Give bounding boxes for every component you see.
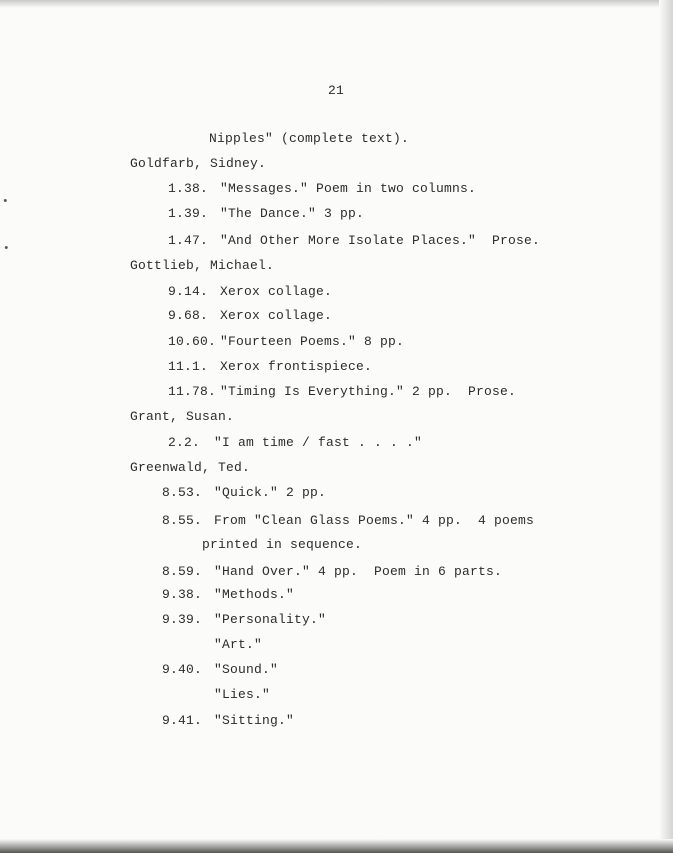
bibliography-entry: 11.78. "Timing Is Everything." 2 pp. Prose.	[168, 384, 517, 399]
bibliography-entry: 2.2. "I am time / fast . . . ."	[168, 435, 423, 450]
scan-top-shadow	[0, 0, 673, 8]
bibliography-entry: 8.59. "Hand Over." 4 pp. Poem in 6 parts.	[162, 564, 503, 579]
bibliography-entry: 9.38. "Methods."	[162, 587, 295, 602]
bibliography-entry: 1.38. "Messages." Poem in two columns.	[168, 181, 477, 196]
scan-speck: •	[3, 243, 10, 255]
bibliography-entry: 9.68. Xerox collage.	[168, 308, 333, 323]
entry-subitem: "Art."	[214, 637, 263, 652]
bibliography-entry: 1.39. "The Dance." 3 pp.	[168, 206, 365, 221]
bibliography-entry: 8.55. From "Clean Glass Poems." 4 pp. 4 poems	[162, 513, 535, 528]
bibliography-entry: 10.60. "Fourteen Poems." 8 pp.	[168, 334, 405, 349]
bibliography-entry: 1.47. "And Other More Isolate Places." Prose.	[168, 233, 541, 248]
scan-bottom-edge	[0, 839, 673, 853]
entry-continuation: Nipples" (complete text).	[209, 131, 410, 146]
author-heading: Goldfarb, Sidney.	[130, 156, 267, 171]
bibliography-entry: 9.14. Xerox collage.	[168, 284, 333, 299]
bibliography-entry: 9.40. "Sound."	[162, 662, 279, 677]
author-heading: Greenwald, Ted.	[130, 460, 251, 475]
bibliography-entry: 8.53. "Quick." 2 pp.	[162, 485, 327, 500]
scan-right-edge	[659, 0, 673, 853]
entry-subitem: "Lies."	[214, 687, 271, 702]
author-heading: Gottlieb, Michael.	[130, 258, 275, 273]
author-heading: Grant, Susan.	[130, 409, 235, 424]
bibliography-entry: 9.39. "Personality."	[162, 612, 327, 627]
bibliography-entry: 11.1. Xerox frontispiece.	[168, 359, 373, 374]
entry-continuation: printed in sequence.	[202, 537, 363, 552]
scan-speck: •	[2, 196, 9, 208]
bibliography-entry: 9.41. "Sitting."	[162, 713, 295, 728]
page-number: 21	[328, 83, 345, 98]
